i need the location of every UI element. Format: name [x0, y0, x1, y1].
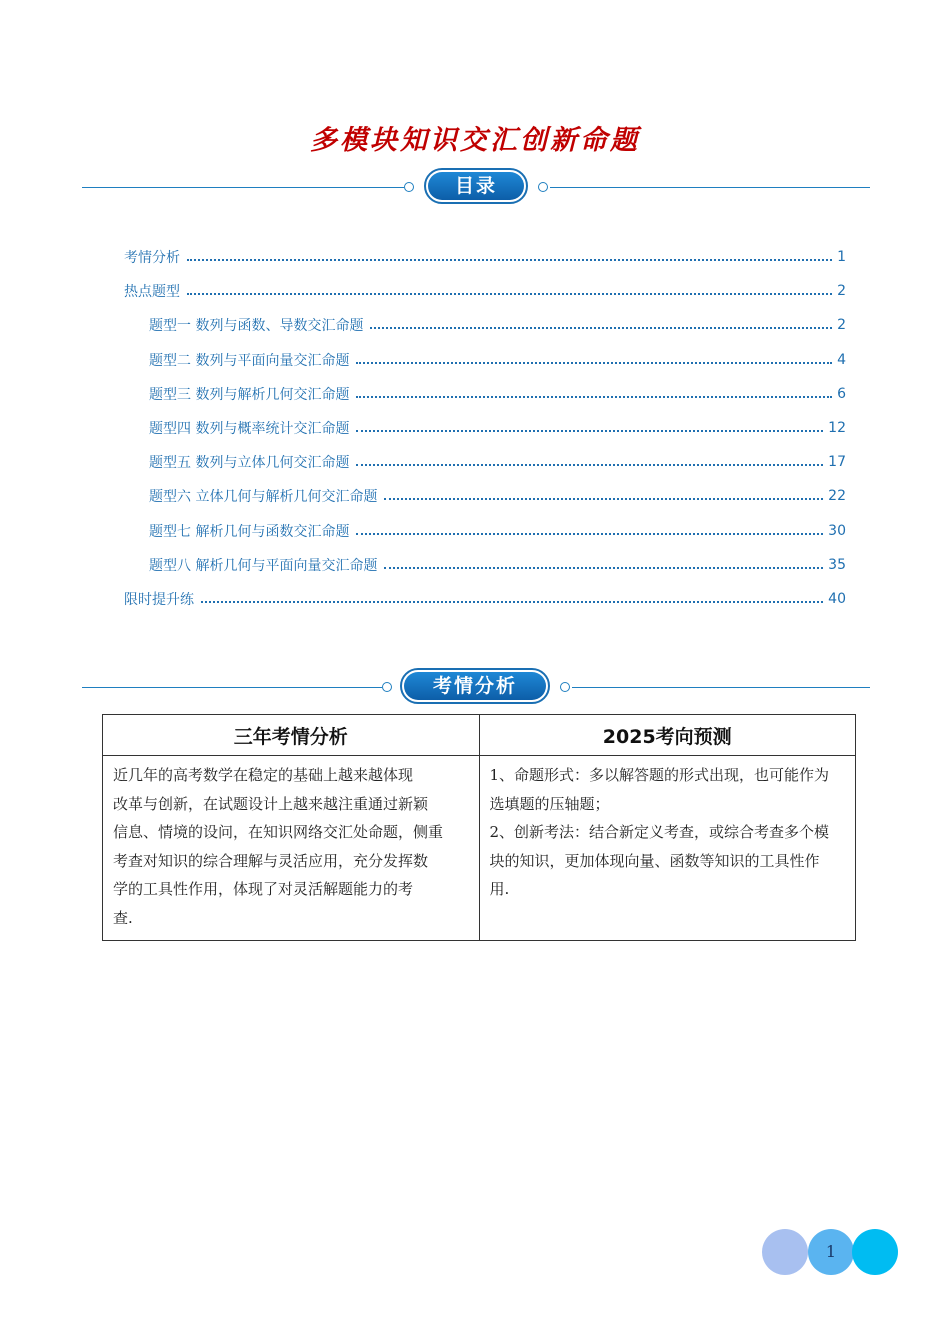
toc-entry-label[interactable]: 题型八 解析几何与平面向量交汇命题 — [149, 557, 378, 574]
toc-leader-dots — [187, 293, 832, 295]
toc-entry-page[interactable]: 35 — [828, 556, 846, 573]
toc-entry[interactable] — [124, 343, 846, 377]
section-banner — [82, 668, 870, 708]
toc-entry-label[interactable]: 热点题型 — [124, 284, 180, 301]
toc-entry[interactable] — [124, 514, 846, 548]
toc-entry[interactable] — [124, 582, 846, 616]
table-of-contents — [124, 240, 846, 616]
toc-entry-page[interactable]: 1 — [837, 249, 846, 266]
toc-leader-dots — [384, 567, 823, 569]
toc-entry[interactable] — [124, 479, 846, 513]
banner-line-left — [82, 687, 382, 688]
toc-leader-dots — [356, 533, 823, 535]
table-cell-forecast — [479, 756, 856, 941]
toc-banner — [82, 168, 870, 208]
toc-entry-page[interactable]: 2 — [837, 317, 846, 334]
toc-entry-page[interactable]: 17 — [828, 454, 846, 471]
toc-entry-label[interactable]: 题型六 立体几何与解析几何交汇命题 — [149, 489, 378, 506]
analysis-table — [102, 714, 856, 941]
cell-text-line: 学的工具性作用，体现了对灵活解题能力的考 — [113, 880, 414, 898]
toc-leader-dots — [384, 498, 823, 500]
banner-line-right — [550, 187, 870, 188]
cell-text-line: 改革与创新，在试题设计上越来越注重通过新颖 — [113, 794, 429, 813]
toc-entry-page[interactable]: 30 — [828, 522, 846, 539]
cell-text-line: 选填题的压轴题； — [489, 794, 610, 813]
page-circle-3 — [852, 1229, 898, 1275]
toc-entry-page[interactable]: 6 — [837, 385, 846, 402]
banner-line-right — [572, 687, 870, 688]
toc-leader-dots — [187, 259, 832, 261]
toc-leader-dots — [356, 430, 823, 432]
table-header-right: 2025考向预测 — [479, 715, 856, 756]
toc-entry-label[interactable]: 题型五 数列与立体几何交汇命题 — [149, 455, 350, 472]
toc-entry[interactable] — [124, 377, 846, 411]
toc-entry-label[interactable]: 限时提升练 — [124, 591, 194, 608]
banner-dot-right — [560, 682, 570, 692]
toc-entry[interactable] — [124, 445, 846, 479]
cell-text-line: 1、命题形式：多以解答题的形式出现，也可能作为 — [489, 766, 830, 784]
page-circle-1 — [762, 1229, 808, 1275]
toc-entry[interactable] — [124, 411, 846, 445]
toc-entry-label[interactable]: 题型四 数列与概率统计交汇命题 — [149, 421, 350, 438]
toc-entry-label[interactable]: 考情分析 — [124, 250, 180, 267]
toc-leader-dots — [356, 464, 823, 466]
cell-text-line: 用. — [489, 880, 510, 898]
toc-entry-label[interactable]: 题型二 数列与平面向量交汇命题 — [149, 352, 350, 369]
cell-text-line: 查. — [113, 908, 133, 927]
toc-entry[interactable] — [124, 308, 846, 342]
toc-entry-label[interactable]: 题型三 数列与解析几何交汇命题 — [149, 386, 350, 403]
table-cell-analysis — [103, 756, 480, 941]
toc-entry-page[interactable]: 2 — [837, 283, 846, 300]
toc-leader-dots — [356, 362, 832, 364]
banner-dot-right — [538, 182, 548, 192]
toc-entry[interactable] — [124, 274, 846, 308]
toc-leader-dots — [201, 601, 823, 603]
toc-heading-pill — [424, 168, 528, 204]
banner-dot-left — [404, 182, 414, 192]
toc-entry[interactable] — [124, 548, 846, 582]
toc-entry-page[interactable]: 22 — [828, 488, 846, 505]
cell-text-line: 信息、情境的设问，在知识网络交汇处命题，侧重 — [113, 823, 444, 841]
cell-text-line: 近几年的高考数学在稳定的基础上越来越体现 — [113, 766, 414, 784]
cell-text-line: 2、创新考法：结合新定义考查，或综合考查多个模 — [489, 823, 830, 841]
toc-heading: 目录 — [428, 172, 524, 200]
toc-leader-dots — [370, 327, 832, 329]
toc-entry-label[interactable]: 题型七 解析几何与函数交汇命题 — [149, 523, 350, 540]
toc-entry[interactable] — [124, 240, 846, 274]
banner-line-left — [82, 187, 404, 188]
banner-dot-left — [382, 682, 392, 692]
document-title: 多模块知识交汇创新命题 — [310, 125, 640, 156]
table-header-left: 三年考情分析 — [103, 715, 480, 756]
section-heading: 考情分析 — [404, 672, 546, 700]
toc-entry-label[interactable]: 题型一 数列与函数、导数交汇命题 — [149, 318, 364, 335]
toc-entry-page[interactable]: 40 — [828, 590, 846, 607]
cell-text-line: 考查对知识的综合理解与灵活应用，充分发挥数 — [113, 851, 429, 870]
toc-leader-dots — [356, 396, 832, 398]
section-heading-pill — [400, 668, 550, 704]
toc-entry-page[interactable]: 12 — [828, 420, 846, 437]
page-number: 1 — [825, 1242, 837, 1261]
toc-entry-page[interactable]: 4 — [837, 351, 846, 368]
cell-text-line: 块的知识，更加体现向量、函数等知识的工具性作 — [489, 851, 820, 870]
